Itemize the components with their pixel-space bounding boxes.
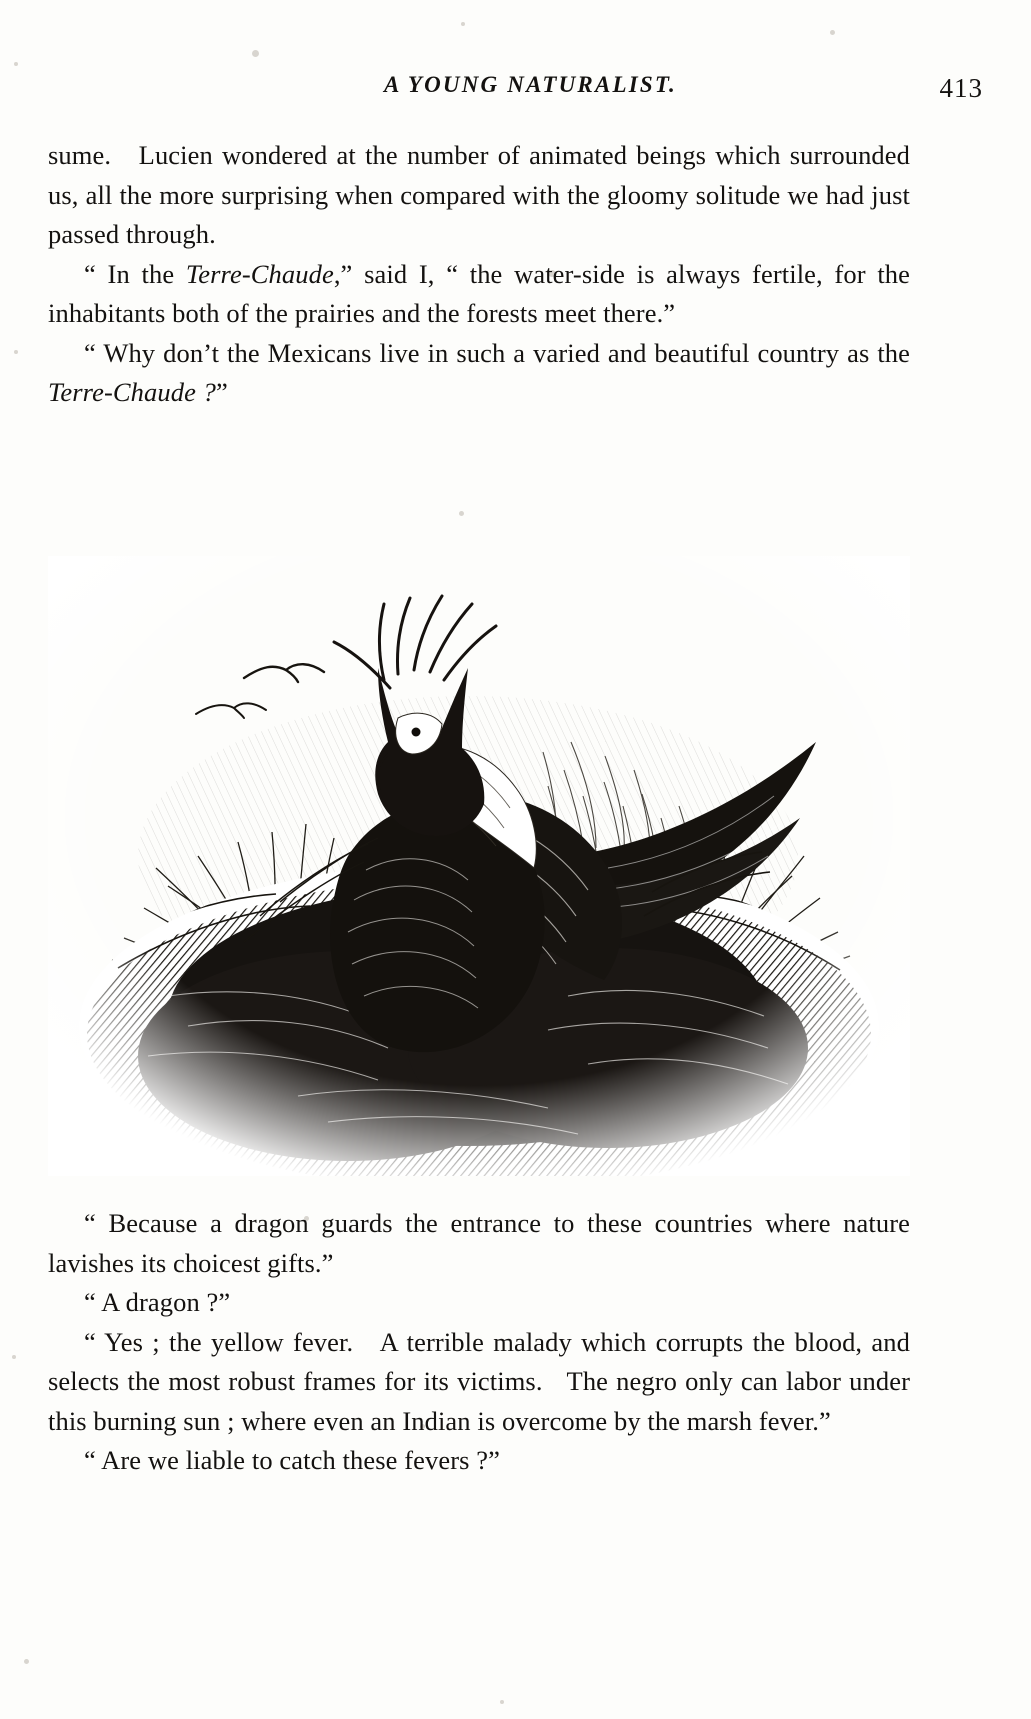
paragraph: “ Are we liable to catch these fevers ?” bbox=[84, 1445, 501, 1475]
paper-speck bbox=[14, 350, 18, 354]
vignette bbox=[48, 556, 910, 1176]
page-number: 413 bbox=[939, 73, 983, 103]
paper-speck bbox=[24, 1659, 29, 1664]
running-head: A YOUNG NATURALIST. bbox=[384, 72, 677, 97]
paper-speck bbox=[830, 30, 835, 35]
paper-speck bbox=[461, 22, 465, 26]
paragraph: sume. Lucien wondered at the number of animated beings which surrounded us, all the more surprising when compared with the gloomy solitude we had just passed through. bbox=[48, 140, 910, 249]
body-text-top bbox=[48, 136, 910, 413]
paragraph: “ Yes ; the yellow fever. A terrible malady which corrupts the blood, and selects the most robust frames for its victims. The negro only can labor under this burning sun ; where even an Indian is overcome by the marsh fever.” bbox=[48, 1326, 910, 1436]
paragraph: “ In the Terre-Chaude,” said I, “ the water-side is always fertile, for the inhabitants both of the prairies and the forests meet there.” bbox=[48, 258, 910, 328]
page-header bbox=[48, 72, 983, 106]
body-text-bottom bbox=[48, 1204, 910, 1481]
paper-speck bbox=[500, 1700, 504, 1704]
paragraph: “ A dragon ?” bbox=[84, 1287, 231, 1317]
paper-speck bbox=[12, 1355, 16, 1359]
paragraph: “ Because a dragon guards the entrance to these countries where nature lavishes its choicest gifts.” bbox=[48, 1208, 910, 1278]
paper-speck bbox=[459, 511, 464, 516]
engraving-svg bbox=[48, 556, 910, 1176]
paper-speck bbox=[14, 62, 18, 66]
paragraph: “ Why don’t the Mexicans live in such a varied and beautiful country as the Terre-Chaude ?” bbox=[48, 337, 910, 407]
paper-speck bbox=[252, 50, 259, 57]
engraving-bird-in-reeds bbox=[48, 556, 910, 1176]
